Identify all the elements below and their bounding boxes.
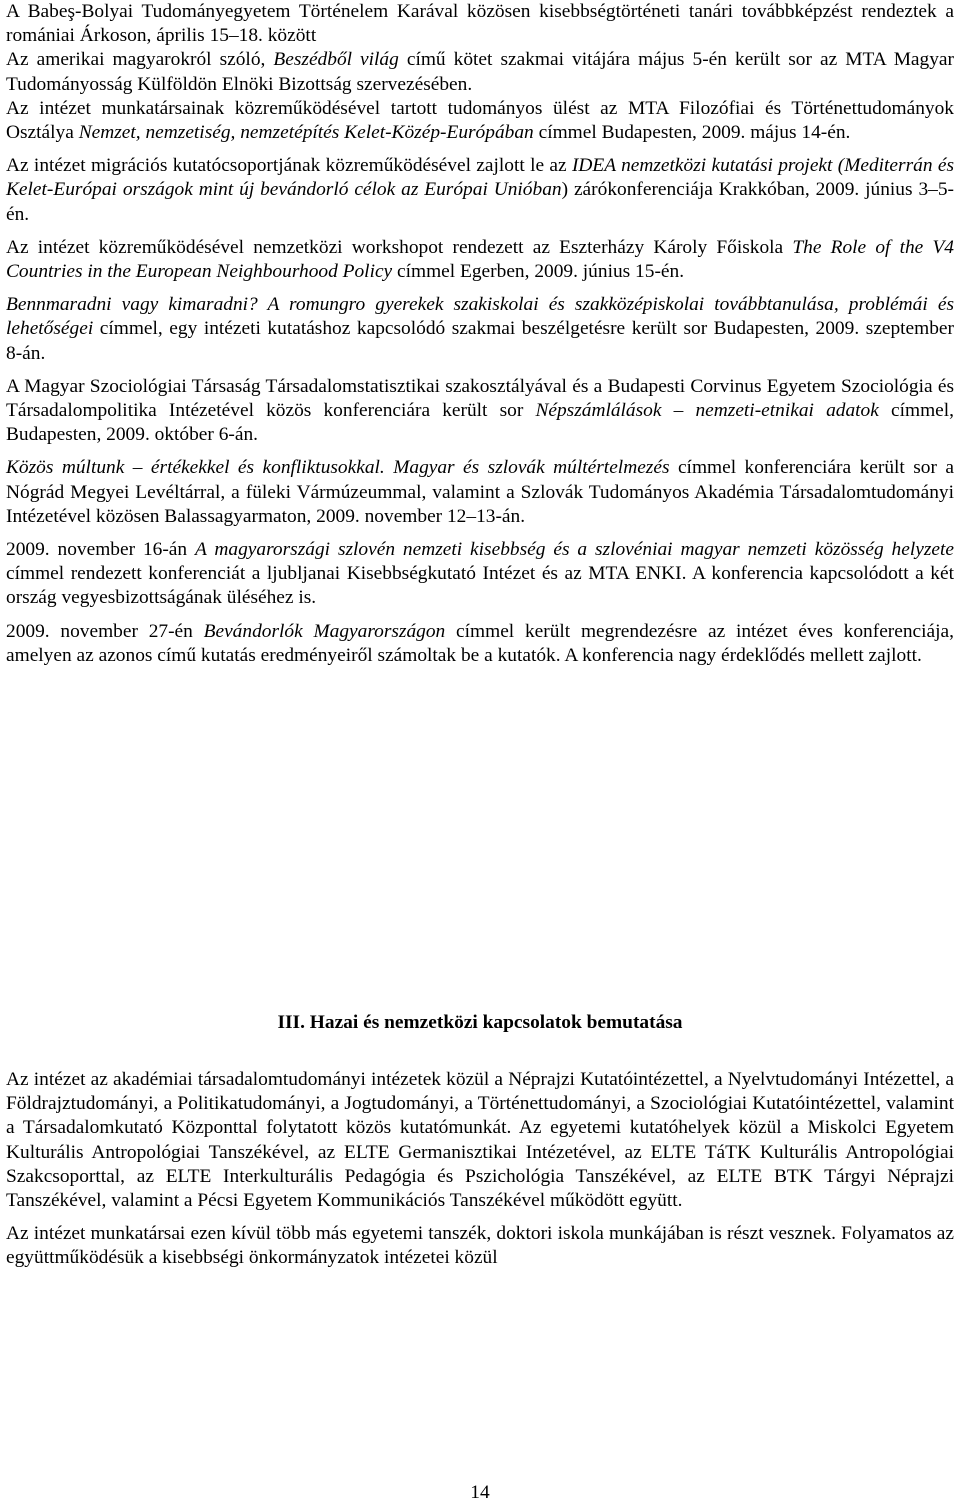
paragraph [6, 97, 954, 145]
text-run: 2009. november 16-án [6, 539, 196, 561]
paragraph [6, 236, 954, 284]
paragraph [6, 0, 954, 48]
paragraph [6, 1222, 954, 1270]
text-run: Az intézet munkatársai ezen kívül több más egyetemi tanszék, doktori iskola munkájában is részt vesznek. Folyamatos az együttműködésük a kisebbségi önkormányzatok intézetei közül [6, 1223, 954, 1269]
paragraph [6, 456, 954, 529]
text-run: címmel, Budapesten, 2009. október 6-án. [6, 400, 954, 446]
text-run: címmel került megrendezésre az intézet éves konferenciája, amelyen az azonos című kutatás eredményeiről számoltak be a kutatók. A konferencia nagy érdeklődés mellett zajlott. [6, 620, 954, 666]
italic-text: Közös múltunk – értékekkel és konfliktusokkal. Magyar és szlovák múltértelmezés [6, 457, 670, 479]
italic-text: A magyarországi szlovén nemzeti kisebbség és a szlovéniai magyar nemzeti közösség helyzete [195, 539, 954, 561]
text-run: Az intézet közreműködésével nemzetközi workshopot rendezett az Eszterházy Károly Főiskola [6, 236, 793, 258]
paragraph [6, 1068, 954, 1213]
paragraph [6, 620, 954, 668]
italic-text: Bevándorlók Magyarországon [203, 620, 446, 642]
relations-section [6, 1068, 954, 1271]
text-run: címmel, egy intézeti kutatáshoz kapcsolódó szakmai beszélgetésre került sor Budapesten, 2009. szeptember 8-án. [6, 318, 954, 364]
text-run: címmel Egerben, 2009. június 15-én. [392, 261, 685, 283]
paragraph [6, 538, 954, 611]
text-run: című kötet szakmai vitájára május 5-én került sor az MTA Magyar Tudományosság Külföldön Elnöki Bizottság szervezésében. [6, 49, 954, 95]
paragraph [6, 154, 954, 227]
text-run: címmel Budapesten, 2009. május 14-én. [533, 122, 851, 144]
text-run: A Magyar Szociológiai Társaság Társadalomstatisztikai szakosztályával és a Budapesti Corvinus Egyetem Szociológia és Társadalompolitika Intézetével közös konferenciára került sor [6, 375, 954, 422]
italic-text: Népszámlálások – nemzeti-etnikai adatok [535, 400, 879, 422]
italic-text: IDEA nemzetközi kutatási projekt (Mediterrán és Kelet-Európai országok mint új bevándorló célok az Európai Unióban [6, 155, 954, 201]
section-heading: III. Hazai és nemzetközi kapcsolatok bemutatása [277, 1012, 683, 1033]
text-run: Az intézet munkatársainak közreműködésével tartott tudományos ülést az MTA Filozófiai és Történettudományok Osztálya [6, 97, 954, 144]
text-run: Az intézet az akadémiai társadalomtudományi intézetek közül a Néprajzi Kutatóintézettel, a Nyelvtudományi Intézettel, a Földrajztudományi, a Politikatudományi, a Jogtudományi, a Történettudományi, a Szociológiai Kutatóintézettel, valamint a Társadalomkutató Központtal folytatott közös kutatómunkát. Az egyetemi kutatóhelyek közül a Miskolci Egyetem Kulturális Antropológiai Tanszékével, az ELTE Germanisztikai Intézetével, az ELTE TáTK Kulturális Antropológiai Szakcsoporttal, az ELTE Interkulturális Pedagógia és Pszichológia Tanszékével, az ELTE BTK Tárgyi Néprajzi Tanszékével, valamint a Pécsi Egyetem Kommunikációs Tanszékével működött együtt. [6, 1069, 954, 1212]
text-run: Az intézet migrációs kutatócsoportjának közreműködésével zajlott le az [6, 155, 572, 177]
paragraph [6, 375, 954, 448]
events-section [6, 0, 954, 668]
paragraph [6, 48, 954, 96]
italic-text: Nemzet, nemzetiség, nemzetépítés Kelet-Közép-Európában [78, 122, 534, 144]
text-run: A Babeş-Bolyai Tudományegyetem Történelem Karával közösen kisebbségtörténeti tanári továbbképzést rendeztek a romániai Árkoson, április 15–18. között [6, 1, 954, 47]
text-run: ) zárókonferenciája Krakkóban, 2009. június 3–5-én. [6, 179, 954, 225]
text-run: 2009. november 27-én [6, 620, 204, 642]
paragraph [6, 293, 954, 366]
text-run: címmel rendezett konferenciát a ljubljanai Kisebbségkutató Intézet és az MTA ENKI. A konferencia kapcsolódott a két ország vegyesbizottságának üléséhez is. [6, 563, 954, 609]
italic-text: Beszédből világ [273, 49, 399, 71]
text-run: címmel konferenciára került sor a Nógrád Megyei Levéltárral, a füleki Vármúzeummal, valamint a Szlovák Tudományos Akadémia Társadalomtudományi Intézetével közösen Balassagyarmaton, 2009. november 12–13-án. [6, 457, 954, 527]
italic-text: Bennmaradni vagy kimaradni? A romungro gyerekek szakiskolai és szakközépiskolai továbbtanulása, problémái és lehetőségei [6, 294, 954, 340]
italic-text: The Role of the V4 Countries in the European Neighbourhood Policy [6, 236, 954, 283]
text-run: Az amerikai magyarokról szóló, [6, 49, 274, 71]
page-number: 14 [470, 1482, 490, 1503]
